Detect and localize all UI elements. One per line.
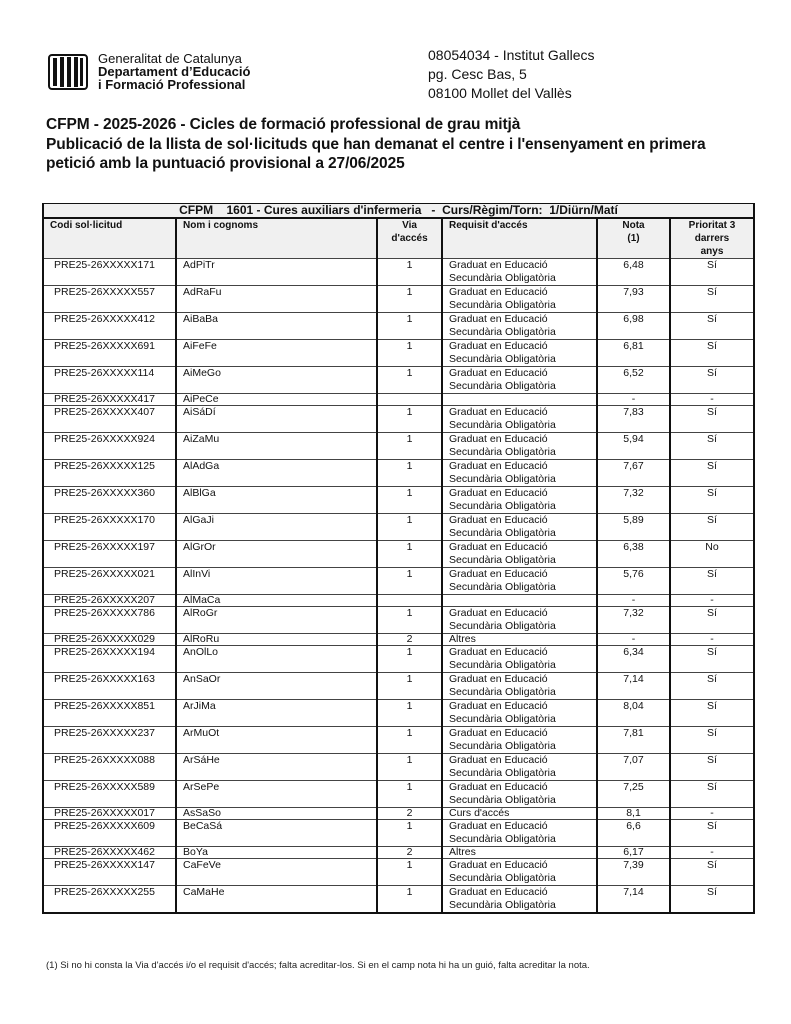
title-line-1: CFPM - 2025-2026 - Cicles de formació professional de grau mitjà xyxy=(46,116,521,133)
cell-name: AiPeCe xyxy=(176,394,377,406)
cell-via: 1 xyxy=(377,859,442,886)
cell-requirement: Graduat en Educació Secundària Obligatòria xyxy=(442,568,597,595)
cell-nota: 7,67 xyxy=(597,460,670,487)
cell-nota: 6,48 xyxy=(597,259,670,286)
cell-requirement: Graduat en Educació Secundària Obligatòria xyxy=(442,460,597,487)
cell-name: BoYa xyxy=(176,847,377,859)
cell-name: AdPiTr xyxy=(176,259,377,286)
generalitat-shield-icon xyxy=(48,54,88,90)
cell-priority: - xyxy=(670,394,754,406)
cell-via: 1 xyxy=(377,367,442,394)
cell-nota: - xyxy=(597,394,670,406)
footnote: (1) Si no hi consta la Via d'accés i/o el requisit d'accés; falta acreditar-los. Si en el camp nota hi ha un guió, falta acreditar la nota. xyxy=(46,960,590,971)
cell-nota: 5,76 xyxy=(597,568,670,595)
cell-priority: Sí xyxy=(670,859,754,886)
cell-nota: 6,6 xyxy=(597,820,670,847)
table-row xyxy=(43,886,754,914)
cell-nota: 5,89 xyxy=(597,514,670,541)
column-header-priority: Prioritat 3 darrers anys xyxy=(670,218,754,259)
table-row xyxy=(43,820,754,847)
cell-requirement: Curs d'accés xyxy=(442,808,597,820)
cell-priority: Sí xyxy=(670,340,754,367)
cell-code: PRE25-26XXXXX017 xyxy=(43,808,176,820)
school-address xyxy=(428,46,595,103)
cell-name: CaMaHe xyxy=(176,886,377,914)
table-row xyxy=(43,781,754,808)
cell-requirement: Graduat en Educació Secundària Obligatòria xyxy=(442,781,597,808)
cell-via: 1 xyxy=(377,568,442,595)
cell-requirement: Graduat en Educació Secundària Obligatòria xyxy=(442,406,597,433)
cell-via: 1 xyxy=(377,754,442,781)
cell-priority: Sí xyxy=(670,313,754,340)
cell-via: 2 xyxy=(377,808,442,820)
cell-priority: No xyxy=(670,541,754,568)
cell-nota: 7,14 xyxy=(597,886,670,914)
cell-requirement: Graduat en Educació Secundària Obligatòria xyxy=(442,727,597,754)
cell-via: 2 xyxy=(377,847,442,859)
logo-line-2: Departament d’Educació xyxy=(98,64,251,79)
cell-priority: - xyxy=(670,808,754,820)
cell-code: PRE25-26XXXXX197 xyxy=(43,541,176,568)
cell-priority: Sí xyxy=(670,487,754,514)
cell-via: 1 xyxy=(377,406,442,433)
cell-priority: Sí xyxy=(670,607,754,634)
cell-code: PRE25-26XXXXX360 xyxy=(43,487,176,514)
cell-priority: Sí xyxy=(670,700,754,727)
table-row xyxy=(43,859,754,886)
cell-code: PRE25-26XXXXX851 xyxy=(43,700,176,727)
cell-name: BeCaSá xyxy=(176,820,377,847)
table-row xyxy=(43,487,754,514)
table-row xyxy=(43,406,754,433)
cell-requirement: Graduat en Educació Secundària Obligatòria xyxy=(442,700,597,727)
cell-requirement: Graduat en Educació Secundària Obligatòria xyxy=(442,673,597,700)
cell-requirement: Graduat en Educació Secundària Obligatòria xyxy=(442,859,597,886)
cell-via: 1 xyxy=(377,673,442,700)
cell-code: PRE25-26XXXXX125 xyxy=(43,460,176,487)
cell-name: AiMeGo xyxy=(176,367,377,394)
cell-via: 1 xyxy=(377,727,442,754)
cell-priority: Sí xyxy=(670,514,754,541)
column-header-name: Nom i cognoms xyxy=(176,218,377,259)
cell-priority: Sí xyxy=(670,406,754,433)
cell-nota: 6,98 xyxy=(597,313,670,340)
cell-via: 1 xyxy=(377,487,442,514)
cell-via: 1 xyxy=(377,433,442,460)
table-row xyxy=(43,433,754,460)
document-title xyxy=(46,115,746,174)
cell-nota: 7,32 xyxy=(597,487,670,514)
header-logo xyxy=(48,52,250,91)
cell-nota: - xyxy=(597,634,670,646)
table-row xyxy=(43,367,754,394)
cell-nota: 7,14 xyxy=(597,673,670,700)
cell-nota: 5,94 xyxy=(597,433,670,460)
cell-name: ArJiMa xyxy=(176,700,377,727)
cell-name: AiZaMu xyxy=(176,433,377,460)
table-row xyxy=(43,313,754,340)
table-caption: CFPM 1601 - Cures auxiliars d'infermeria - Curs/Règim/Torn: 1/Diürn/Matí xyxy=(43,204,754,219)
cell-nota: 6,52 xyxy=(597,367,670,394)
table-row xyxy=(43,595,754,607)
cell-requirement: Graduat en Educació Secundària Obligatòria xyxy=(442,313,597,340)
table-row xyxy=(43,568,754,595)
cell-via: 1 xyxy=(377,541,442,568)
cell-name: AdRaFu xyxy=(176,286,377,313)
table-row xyxy=(43,727,754,754)
cell-code: PRE25-26XXXXX194 xyxy=(43,646,176,673)
cell-nota: 6,17 xyxy=(597,847,670,859)
cell-code: PRE25-26XXXXX170 xyxy=(43,514,176,541)
cell-requirement: Graduat en Educació Secundària Obligatòria xyxy=(442,514,597,541)
table-row xyxy=(43,286,754,313)
cell-code: PRE25-26XXXXX924 xyxy=(43,433,176,460)
address-line-3: 08100 Mollet del Vallès xyxy=(428,85,572,101)
table-row xyxy=(43,634,754,646)
cell-via: 1 xyxy=(377,781,442,808)
title-line-2: Publicació de la llista de sol·licituds que han demanat el centre i l'ensenyament en primera xyxy=(46,135,706,153)
table-row xyxy=(43,607,754,634)
cell-name: AsSaSo xyxy=(176,808,377,820)
cell-code: PRE25-26XXXXX114 xyxy=(43,367,176,394)
cell-name: AlInVi xyxy=(176,568,377,595)
cell-name: AlGrOr xyxy=(176,541,377,568)
cell-code: PRE25-26XXXXX255 xyxy=(43,886,176,914)
cell-priority: Sí xyxy=(670,781,754,808)
cell-via: 1 xyxy=(377,700,442,727)
cell-via: 1 xyxy=(377,313,442,340)
applications-table xyxy=(42,203,755,914)
cell-nota: 7,83 xyxy=(597,406,670,433)
cell-requirement: Graduat en Educació Secundària Obligatòria xyxy=(442,433,597,460)
cell-name: AlBlGa xyxy=(176,487,377,514)
cell-via: 1 xyxy=(377,646,442,673)
title-line-3: petició amb la puntuació provisional a 27/06/2025 xyxy=(46,155,405,172)
cell-name: AiFeFe xyxy=(176,340,377,367)
cell-priority: Sí xyxy=(670,754,754,781)
cell-requirement: Altres xyxy=(442,847,597,859)
cell-via: 1 xyxy=(377,820,442,847)
cell-code: PRE25-26XXXXX163 xyxy=(43,673,176,700)
table-row xyxy=(43,700,754,727)
cell-name: AlMaCa xyxy=(176,595,377,607)
cell-via: 1 xyxy=(377,514,442,541)
cell-name: AnOlLo xyxy=(176,646,377,673)
logo-line-1: Generalitat de Catalunya xyxy=(98,51,242,66)
cell-priority: Sí xyxy=(670,673,754,700)
table-body xyxy=(43,259,754,914)
cell-requirement: Graduat en Educació Secundària Obligatòria xyxy=(442,886,597,914)
cell-name: AlRoGr xyxy=(176,607,377,634)
cell-requirement: Graduat en Educació Secundària Obligatòria xyxy=(442,820,597,847)
cell-requirement: Graduat en Educació Secundària Obligatòria xyxy=(442,259,597,286)
column-header-requirement: Requisit d'accés xyxy=(442,218,597,259)
cell-requirement: Graduat en Educació Secundària Obligatòria xyxy=(442,487,597,514)
column-header-nota: Nota (1) xyxy=(597,218,670,259)
cell-priority: Sí xyxy=(670,433,754,460)
cell-requirement xyxy=(442,394,597,406)
cell-nota: 7,25 xyxy=(597,781,670,808)
cell-code: PRE25-26XXXXX021 xyxy=(43,568,176,595)
table-row xyxy=(43,673,754,700)
table-row xyxy=(43,646,754,673)
cell-code: PRE25-26XXXXX557 xyxy=(43,286,176,313)
cell-requirement: Graduat en Educació Secundària Obligatòria xyxy=(442,367,597,394)
cell-code: PRE25-26XXXXX088 xyxy=(43,754,176,781)
cell-name: ArMuOt xyxy=(176,727,377,754)
cell-via: 2 xyxy=(377,634,442,646)
cell-code: PRE25-26XXXXX171 xyxy=(43,259,176,286)
address-line-1: 08054034 - Institut Gallecs xyxy=(428,47,595,63)
cell-requirement: Graduat en Educació Secundària Obligatòria xyxy=(442,646,597,673)
cell-priority: - xyxy=(670,595,754,607)
table-row xyxy=(43,808,754,820)
column-header-code: Codi sol·licitud xyxy=(43,218,176,259)
cell-priority: Sí xyxy=(670,727,754,754)
cell-code: PRE25-26XXXXX589 xyxy=(43,781,176,808)
cell-priority: - xyxy=(670,634,754,646)
cell-nota: 7,81 xyxy=(597,727,670,754)
cell-priority: Sí xyxy=(670,820,754,847)
cell-requirement: Graduat en Educació Secundària Obligatòria xyxy=(442,286,597,313)
cell-code: PRE25-26XXXXX417 xyxy=(43,394,176,406)
cell-code: PRE25-26XXXXX609 xyxy=(43,820,176,847)
cell-priority: Sí xyxy=(670,460,754,487)
cell-code: PRE25-26XXXXX147 xyxy=(43,859,176,886)
cell-priority: Sí xyxy=(670,886,754,914)
cell-via xyxy=(377,595,442,607)
cell-priority: Sí xyxy=(670,259,754,286)
table-row xyxy=(43,340,754,367)
cell-name: AiBaBa xyxy=(176,313,377,340)
cell-name: AnSaOr xyxy=(176,673,377,700)
cell-requirement: Graduat en Educació Secundària Obligatòria xyxy=(442,340,597,367)
cell-via: 1 xyxy=(377,460,442,487)
address-line-2: pg. Cesc Bas, 5 xyxy=(428,66,527,82)
cell-via: 1 xyxy=(377,886,442,914)
cell-requirement: Graduat en Educació Secundària Obligatòria xyxy=(442,541,597,568)
table-row xyxy=(43,259,754,286)
cell-via: 1 xyxy=(377,286,442,313)
cell-name: AiSáDí xyxy=(176,406,377,433)
table-row xyxy=(43,514,754,541)
cell-nota: 8,04 xyxy=(597,700,670,727)
cell-requirement: Altres xyxy=(442,634,597,646)
cell-name: AlAdGa xyxy=(176,460,377,487)
cell-priority: Sí xyxy=(670,367,754,394)
cell-nota: - xyxy=(597,595,670,607)
cell-via xyxy=(377,394,442,406)
cell-name: AlGaJi xyxy=(176,514,377,541)
cell-name: ArSáHe xyxy=(176,754,377,781)
cell-code: PRE25-26XXXXX412 xyxy=(43,313,176,340)
cell-name: AlRoRu xyxy=(176,634,377,646)
cell-requirement: Graduat en Educació Secundària Obligatòria xyxy=(442,754,597,781)
cell-code: PRE25-26XXXXX786 xyxy=(43,607,176,634)
cell-nota: 7,07 xyxy=(597,754,670,781)
cell-code: PRE25-26XXXXX237 xyxy=(43,727,176,754)
cell-requirement: Graduat en Educació Secundària Obligatòria xyxy=(442,607,597,634)
cell-priority: Sí xyxy=(670,568,754,595)
cell-via: 1 xyxy=(377,259,442,286)
cell-nota: 6,81 xyxy=(597,340,670,367)
table-row xyxy=(43,541,754,568)
cell-priority: Sí xyxy=(670,286,754,313)
table-row xyxy=(43,847,754,859)
cell-nota: 6,38 xyxy=(597,541,670,568)
cell-via: 1 xyxy=(377,607,442,634)
cell-nota: 8,1 xyxy=(597,808,670,820)
cell-requirement xyxy=(442,595,597,607)
cell-via: 1 xyxy=(377,340,442,367)
cell-code: PRE25-26XXXXX691 xyxy=(43,340,176,367)
cell-priority: Sí xyxy=(670,646,754,673)
cell-code: PRE25-26XXXXX462 xyxy=(43,847,176,859)
table-row xyxy=(43,754,754,781)
cell-priority: - xyxy=(670,847,754,859)
cell-nota: 7,39 xyxy=(597,859,670,886)
cell-code: PRE25-26XXXXX029 xyxy=(43,634,176,646)
cell-nota: 7,93 xyxy=(597,286,670,313)
cell-name: ArSePe xyxy=(176,781,377,808)
cell-nota: 6,34 xyxy=(597,646,670,673)
cell-nota: 7,32 xyxy=(597,607,670,634)
cell-code: PRE25-26XXXXX207 xyxy=(43,595,176,607)
cell-code: PRE25-26XXXXX407 xyxy=(43,406,176,433)
column-header-via: Via d'accés xyxy=(377,218,442,259)
cell-name: CaFeVe xyxy=(176,859,377,886)
table-row xyxy=(43,394,754,406)
logo-line-3: i Formació Professional xyxy=(98,77,246,92)
table-row xyxy=(43,460,754,487)
